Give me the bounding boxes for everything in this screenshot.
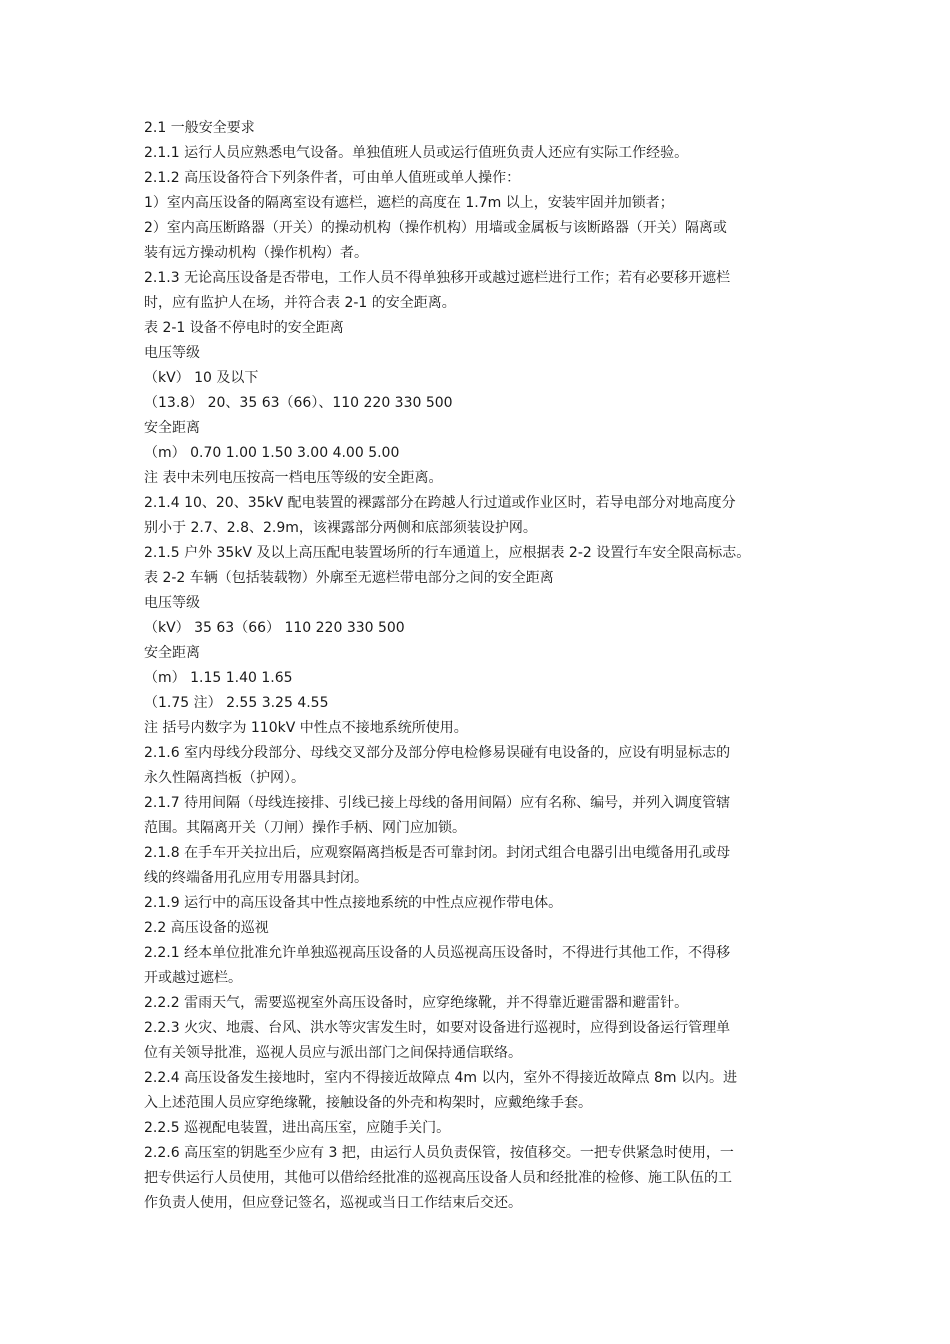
text-line: （m） 0.70 1.00 1.50 3.00 4.00 5.00 (144, 445, 400, 461)
document-page (144, 116, 808, 1216)
text-line: 2.2.6 高压室的钥匙至少应有 3 把，由运行人员负责保管，按值移交。一把专供紧急时使用，一 (144, 1145, 734, 1161)
text-line: 电压等级 (144, 595, 200, 611)
text-line: 入上述范围人员应穿绝缘靴，接触设备的外壳和构架时，应戴绝缘手套。 (144, 1095, 592, 1111)
text-line: 2.1.5 户外 35kV 及以上高压配电装置场所的行车通道上，应根据表 2-2 设置行车安全限高标志。 (144, 545, 751, 561)
text-line: 安全距离 (144, 645, 200, 661)
text-line: 2.1.7 待用间隔（母线连接排、引线已接上母线的备用间隔）应有名称、编号，并列入调度管辖 (144, 795, 731, 811)
text-line: 2.1.1 运行人员应熟悉电气设备。单独值班人员或运行值班负责人还应有实际工作经验。 (144, 145, 689, 161)
text-line: 装有远方操动机构（操作机构）者。 (144, 245, 368, 261)
text-line: 2.2.5 巡视配电装置，进出高压室，应随手关门。 (144, 1120, 451, 1136)
text-line: 范围。其隔离开关（刀闸）操作手柄、网门应加锁。 (144, 820, 466, 836)
text-line: （kV） 10 及以下 (144, 370, 259, 386)
text-line: 2.2.1 经本单位批准允许单独巡视高压设备的人员巡视高压设备时，不得进行其他工作，不得移 (144, 945, 731, 961)
text-line: 2.1.2 高压设备符合下列条件者，可由单人值班或单人操作： (144, 170, 521, 186)
text-line: 注 表中未列电压按高一档电压等级的安全距离。 (144, 470, 443, 486)
text-line: 表 2-1 设备不停电时的安全距离 (144, 320, 344, 336)
text-line: 2.2.3 火灾、地震、台风、洪水等灾害发生时，如要对设备进行巡视时，应得到设备运行管理单 (144, 1020, 731, 1036)
text-line: 2.1.3 无论高压设备是否带电，工作人员不得单独移开或越过遮栏进行工作；若有必要移开遮栏 (144, 270, 731, 286)
text-line: 2.1.8 在手车开关拉出后，应观察隔离挡板是否可靠封闭。封闭式组合电器引出电缆备用孔或母 (144, 845, 731, 861)
text-line: 2.2.2 雷雨天气，需要巡视室外高压设备时，应穿绝缘靴，并不得靠近避雷器和避雷针。 (144, 995, 689, 1011)
text-line: 开或越过遮栏。 (144, 970, 242, 986)
text-line: 1）室内高压设备的隔离室设有遮栏，遮栏的高度在 1.7m 以上，安装牢固并加锁者； (144, 195, 674, 211)
text-line: 2.1.6 室内母线分段部分、母线交叉部分及部分停电检修易误碰有电设备的，应设有明显标志的 (144, 745, 731, 761)
text-line: （m） 1.15 1.40 1.65 (144, 670, 293, 686)
text-line: 注 括号内数字为 110kV 中性点不接地系统所使用。 (144, 720, 468, 736)
text-line: 时，应有监护人在场，并符合表 2-1 的安全距离。 (144, 295, 456, 311)
text-line: 把专供运行人员使用，其他可以借给经批准的巡视高压设备人员和经批准的检修、施工队伍的工 (144, 1170, 732, 1186)
text-line: 2）室内高压断路器（开关）的操动机构（操作机构）用墙或金属板与该断路器（开关）隔离或 (144, 220, 727, 236)
text-line: 永久性隔离挡板（护网）。 (144, 770, 305, 786)
text-line: 别小于 2.7、2.8、2.9m，该裸露部分两侧和底部须装设护网。 (144, 520, 537, 536)
text-line: 表 2-2 车辆（包括装载物）外廓至无遮栏带电部分之间的安全距离 (144, 570, 554, 586)
text-line: （13.8） 20、35 63（66）、110 220 330 500 (144, 395, 453, 411)
text-line: 2.1.4 10、20、35kV 配电装置的裸露部分在跨越人行过道或作业区时，若导电部分对地高度分 (144, 495, 736, 511)
text-line: （1.75 注） 2.55 3.25 4.55 (144, 695, 329, 711)
text-line: 2.1.9 运行中的高压设备其中性点接地系统的中性点应视作带电体。 (144, 895, 563, 911)
text-line: 位有关领导批准，巡视人员应与派出部门之间保持通信联络。 (144, 1045, 522, 1061)
text-line: 线的终端备用孔应用专用器具封闭。 (144, 870, 368, 886)
text-line: 作负责人使用，但应登记签名，巡视或当日工作结束后交还。 (144, 1195, 522, 1211)
text-line: （kV） 35 63（66） 110 220 330 500 (144, 620, 405, 636)
text-line: 2.1 一般安全要求 (144, 120, 255, 136)
text-line: 安全距离 (144, 420, 200, 436)
text-line: 电压等级 (144, 345, 200, 361)
text-line: 2.2.4 高压设备发生接地时，室内不得接近故障点 4m 以内，室外不得接近故障点 8m 以内。进 (144, 1070, 737, 1086)
text-line: 2.2 高压设备的巡视 (144, 920, 269, 936)
